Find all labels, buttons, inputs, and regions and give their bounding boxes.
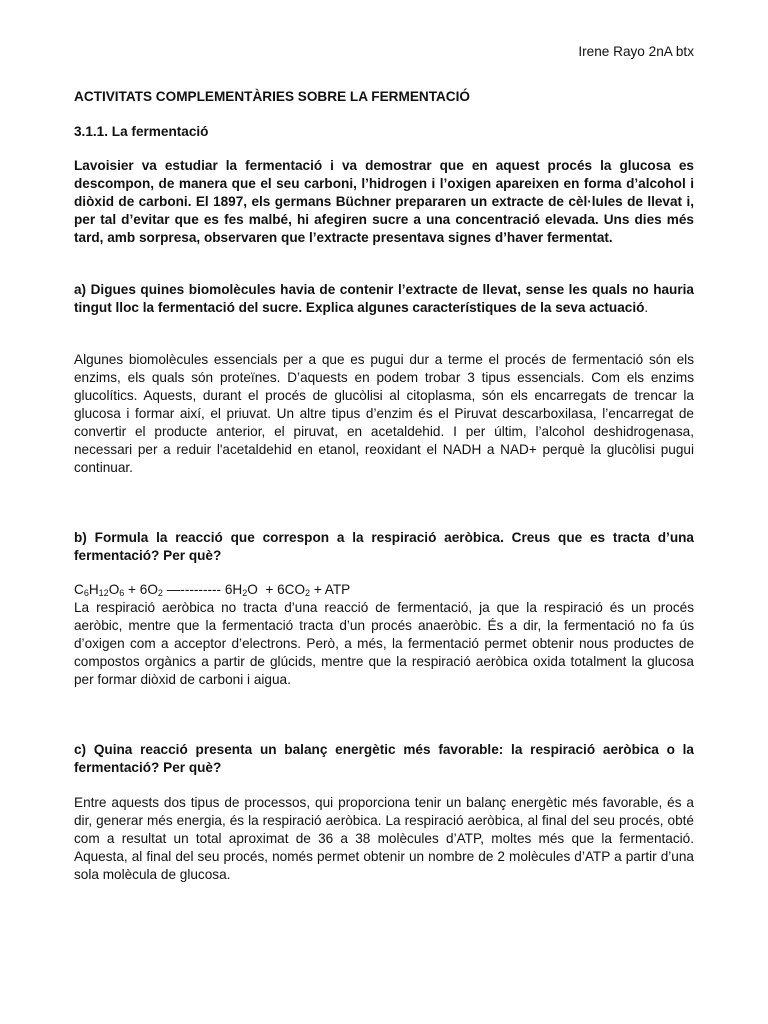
reaction-equation: $C_6H_{12}O_6 + 6O_2$ —--------- $6H_2O + 6CO_2$ + ATP [74, 582, 351, 598]
question-a-text: a) Digues quines biomolècules havia de contenir l’extracte de llevat, sense les quals no hauria tingut lloc la fermentació del sucre. Explica algunes característiques de la seva actuació [74, 282, 694, 315]
intro-paragraph: Lavoisier va estudiar la fermentació i va demostrar que en aquest procés la glucosa es descompon, de manera que el seu carboni, l’hidrogen i l’oxigen apareixen en forma d’alcohol i diòxid de carboni. El 1897, els germans Büchner prepararen un extracte de cèl·lules de llevat i, per tal d’evitar que es fes malbé, hi afegiren sucre a una concentració elevada. Uns dies més tard, amb sorpresa, observaren que l’extracte presentava signes d’haver fermentat. [74, 158, 694, 245]
document-title: ACTIVITATS COMPLEMENTÀRIES SOBRE LA FERMENTACIÓ [74, 89, 470, 104]
question-b: b) Formula la reacció que correspon a la respiració aeròbica. Creus que es tracta d’una fermentació? Per què? [74, 530, 694, 563]
question-a-end: . [644, 300, 649, 315]
answer-b: La respiració aeròbica no tracta d’una reacció de fermentació, ja que la respiració és un procés aeròbic, mentre que la fermentació tracta d’un procés anaeròbic. És a dir, la fermentació no fa ús d’oxigen com a acceptor d’electrons. Però, a més, la fermentació permet obtenir nous productes de compostos orgànics a partir de glúcids, mentre que la respiració aeròbica oxida totalment la glucosa per formar diòxid de carboni i aigua. [74, 600, 694, 687]
question-c: c) Quina reacció presenta un balanç energètic més favorable: la respiració aeròbica o la fermentació? Per què? [74, 742, 694, 775]
answer-a: Algunes biomolècules essencials per a que es pugui dur a terme el procés de fermentació són els enzims, els quals són proteïnes. D’aquests en podem trobar 3 tipus essencials. Com els enzims glucolítics. Aquests, durant el procés de glucòlisi al citoplasma, són els encarregats de trencar la glucosa i formar així, el priuvat. Un altre tipus d’enzim és el Piruvat descarboxilasa, l’encarregat de convertir el producte anterior, el piruvat, en acetaldehid. I per últim, l’alcohol deshidrogenasa, necessari per a reduir l'acetaldehid en etanol, reoxidant el NADH a NAD+ perquè la glucòlisi pugui continuar. [74, 352, 694, 475]
author-header: Irene Rayo 2nA btx [578, 44, 694, 59]
question-a [74, 281, 694, 317]
section-heading: 3.1.1. La fermentació [74, 124, 209, 139]
answer-c: Entre aquests dos tipus de processos, qui proporciona tenir un balanç energètic més favorable, és a dir, generar més energia, és la respiració aeròbica. La respiració aeròbica, al final del seu procés, obté com a resultat un total aproximat de 36 a 38 molècules d’ATP, moltes més que la fermentació. Aquesta, al final del seu procés, només permet obtenir un nombre de 2 molècules d’ATP a partir d’una sola molècula de glucosa. [74, 795, 694, 882]
